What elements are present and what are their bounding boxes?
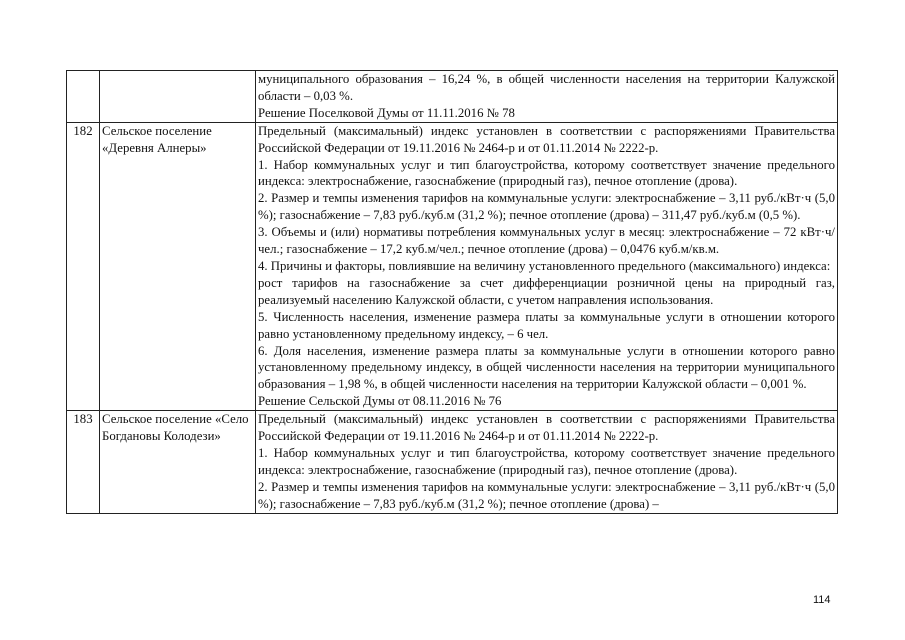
row-number: 183 <box>67 411 100 513</box>
content-paragraph: 2. Размер и темпы изменения тарифов на коммунальные услуги: электроснабжение – 3,11 руб./кВт·ч (5,0 %); газоснабжение – 7,83 руб./куб.м (31,2 %); печное отопление (дрова) – <box>258 479 835 511</box>
content-paragraph: Предельный (максимальный) индекс установлен в соответствии с распоряжениями Правительства Российской Федерации от 19.11.2016 № 2464-р и от 01.11.2014 № 2222-р. <box>258 123 835 155</box>
decision-reference: Решение Поселковой Думы от 11.11.2016 № 78 <box>258 105 515 120</box>
content-paragraph: 1. Набор коммунальных услуг и тип благоустройства, которому соответствует значение предельного индекса: электроснабжение, газоснабжение (природный газ), печное отопление (дрова). <box>258 445 835 477</box>
settlement-name: Сельское поселение «Деревня Алнеры» <box>100 122 256 410</box>
page-number: 114 <box>813 594 831 606</box>
content-paragraph: рост тарифов на газоснабжение за счет дифференциации розничной цены на природный газ, реализуемый населению Калужской области, с учетом направления использования. <box>258 275 835 307</box>
row-content <box>256 71 838 123</box>
row-number: 182 <box>67 122 100 410</box>
table-row <box>67 411 838 513</box>
content-paragraph: 3. Объемы и (или) нормативы потребления коммунальных услуг в месяц: электроснабжение – 72 кВт·ч/чел.; газоснабжение – 17,2 куб.м/чел.; печное отопление (дрова) – 0,0476 куб.м/кв.м. <box>258 225 835 257</box>
content-paragraph: 2. Размер и темпы изменения тарифов на коммунальные услуги: электроснабжение – 3,11 руб./кВт·ч (5,0 %); газоснабжение – 7,83 руб./куб.м (31,2 %); печное отопление (дрова) – 311,47 руб./куб.м (0,5 %). <box>258 191 835 223</box>
content-paragraph: 6. Доля населения, изменение размера платы за коммунальные услуги в отношении которого равно установленному предельному индексу, в общей численности населения на территории муниципального образования – 1,98 %, в общей численности населения на территории Калужской области – 0,001 %. <box>258 343 835 392</box>
content-paragraph: 4. Причины и факторы, повлиявшие на величину установленного предельного (максимального) индекса: <box>258 258 831 273</box>
row-content <box>256 122 838 410</box>
settlement-name <box>100 71 256 123</box>
content-paragraph: 1. Набор коммунальных услуг и тип благоустройства, которому соответствует значение предельного индекса: электроснабжение, газоснабжение (природный газ), печное отопление (дрова). <box>258 157 835 189</box>
table-row <box>67 122 838 410</box>
settlement-name: Сельское поселение «Село Богдановы Колодези» <box>100 411 256 513</box>
content-paragraph: муниципального образования – 16,24 %, в общей численности населения на территории Калужской области – 0,03 %. <box>258 72 835 103</box>
table-row <box>67 71 838 123</box>
tariff-index-table <box>66 70 838 514</box>
decision-reference: Решение Сельской Думы от 08.11.2016 № 76 <box>258 394 502 409</box>
content-paragraph: 5. Численность населения, изменение размера платы за коммунальные услуги в отношении которого равно установленному предельному индексу, – 6 чел. <box>258 309 835 341</box>
content-paragraph: Предельный (максимальный) индекс установлен в соответствии с распоряжениями Правительства Российской Федерации от 19.11.2016 № 2464-р и от 01.11.2014 № 2222-р. <box>258 412 835 444</box>
row-content <box>256 411 838 513</box>
row-number <box>67 71 100 123</box>
